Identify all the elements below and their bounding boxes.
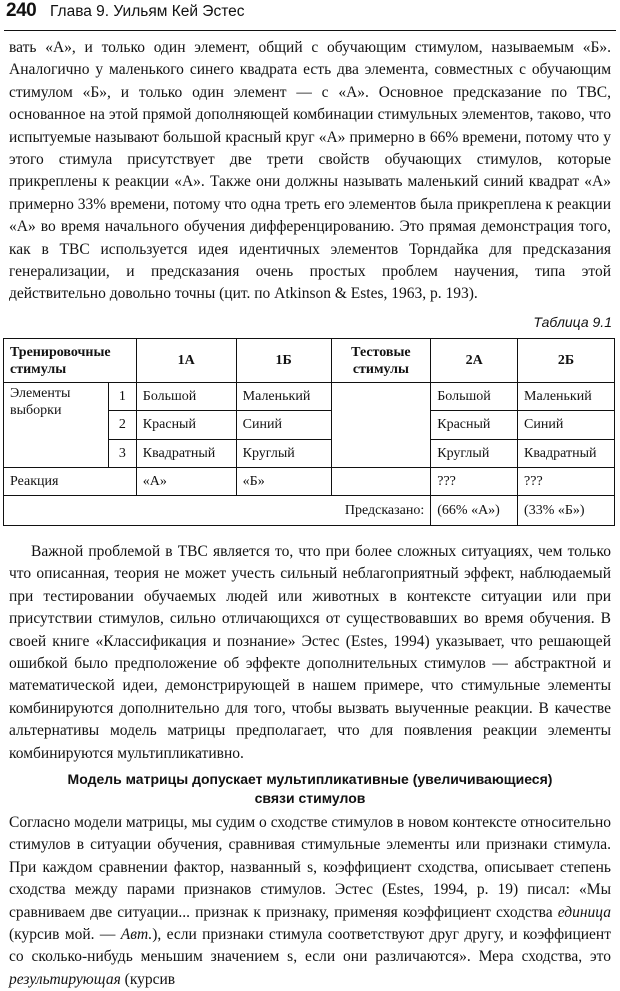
cell-2a: Большой [431,383,518,411]
emphasis-unit: единица [557,903,611,921]
section-title-line-2: связи стимулов [254,790,366,806]
header-1a: 1А [136,339,236,383]
emphasis-resulting: результирующая [9,970,121,988]
predicted-row [4,495,615,525]
cell-1a: Красный [136,411,236,439]
header-test-stimuli: Тестовые стимулы [331,339,431,383]
chapter-title: Глава 9. Уильям Кей Эстес [50,3,245,20]
cell-test-empty [331,383,431,467]
page-number: 240 [6,0,37,21]
predicted-2b: (33% «Б») [518,495,615,525]
row-number: 3 [108,439,136,467]
cell-2b: Синий [518,411,615,439]
header-1b: 1Б [236,339,331,383]
paragraph-3-text-3: ), если признаки стимула соответствуют друг другу, и коэффициент со сколько-нибудь меньшим значением s, если они различаются». Мера сходства, это [9,926,611,966]
cell-1b: Синий [236,411,331,439]
cell-2a: Красный [431,411,518,439]
header-training-stimuli: Тренировочные стимулы [4,339,137,383]
stimulus-table [3,338,615,526]
running-header [4,0,616,31]
section-title-line-1: Модель матрицы допускает мультипликативные (увеличивающиеся) [67,771,553,787]
table-caption: Таблица 9.1 [533,314,612,330]
section-title [9,770,611,808]
cell-2b: Маленький [518,383,615,411]
cell-2b: Квадратный [518,439,615,467]
emphasis-author: Авт. [120,926,153,944]
reaction-1b: «Б» [236,467,331,495]
cell-1b: Маленький [236,383,331,411]
sample-elements-label: Элементы выборки [4,383,109,467]
paragraph-3-text-1: Согласно модели матрицы, мы судим о сходстве стимулов в новом контексте относительно стимулов в ситуации обучения, сравнивая стимульные элементы или признаки стимула. При каждом сравнении фактор, названный s, коэффициент сходства, описывает степень сходства между парами признаков стимулов. Эстес (Estes, 1994, p. 19) писал: «Мы сравниваем две ситуации... признак к признаку, применяя коэффициент сходства [9,814,611,921]
predicted-2a: (66% «А») [431,495,518,525]
reaction-1a: «А» [136,467,236,495]
reaction-row [4,467,615,495]
table-row [4,383,615,411]
cell-1b: Круглый [236,439,331,467]
paragraph-3-text-2: (курсив мой. — [9,926,121,944]
cell-1a: Большой [136,383,236,411]
cell-1a: Квадратный [136,439,236,467]
cell-2a: Круглый [431,439,518,467]
row-number: 1 [108,383,136,411]
header-2b: 2Б [518,339,615,383]
paragraph-3-text-4: (курсив [120,970,176,988]
reaction-2b: ??? [518,467,615,495]
table-header-row [4,339,615,383]
header-2a: 2А [431,339,518,383]
paragraph-2: Важной проблемой в ТВС является то, что при более сложных ситуациях, чем только что описанная, теория не может учесть сильный неблагоприятный эффект, наблюдаемый при тестировании обучаемых людей или животных в контексте ситуации или при присутствии стимулов, сильно отличающихся от существовавших во время обучения. В своей книге «Классификация и познание» Эстес (Estes, 1994) указывает, что решающей ошибкой было предположение об эффекте дополнительных стимулов — абстрактной и математической идеи, демонстрирующей в нашем примере, что стимульные элементы комбинируются дополнительно для того, чтобы вызвать выученные реакции. В качестве альтернативы модель матрицы предполагает, что для появления реакции элементы комбинируются мультипликативно. [9,543,611,762]
reaction-label: Реакция [4,467,137,495]
paragraph-1: вать «А», и только один элемент, общий с обучающим стимулом, называемым «Б». Аналогично у маленького синего квадрата есть два элемента, совместных с обучающим стимулом «Б», и только один элемент — с «А». Основное предсказание по ТВС, основанное на этой прямой дополняющей комбинации стимульных элементов, таково, что испытуемые называют большой красный круг «А» примерно в 66% времени, потому что у этого стимула присутствует две трети свойств обучающих стимулов, которые прикреплены к реакции «А». Также они должны называть маленький синий квадрат «А» примерно 33% времени, потому что одна треть его элементов была прикреплена к реакции «А» во время начального обучения дифференцированию. Это прямая демонстрация того, как в ТВС используется идея идентичных элементов Торндайка для предсказания генерализации, и предсказания очень простых проблем научения, типа этой действительно довольно точны (цит. по Atkinson & Estes, 1963, p. 193). [9,39,611,303]
reaction-test-empty [331,467,431,495]
reaction-2a: ??? [431,467,518,495]
paragraph-3 [9,812,611,991]
row-number: 2 [108,411,136,439]
predicted-label: Предсказано: [4,495,431,525]
